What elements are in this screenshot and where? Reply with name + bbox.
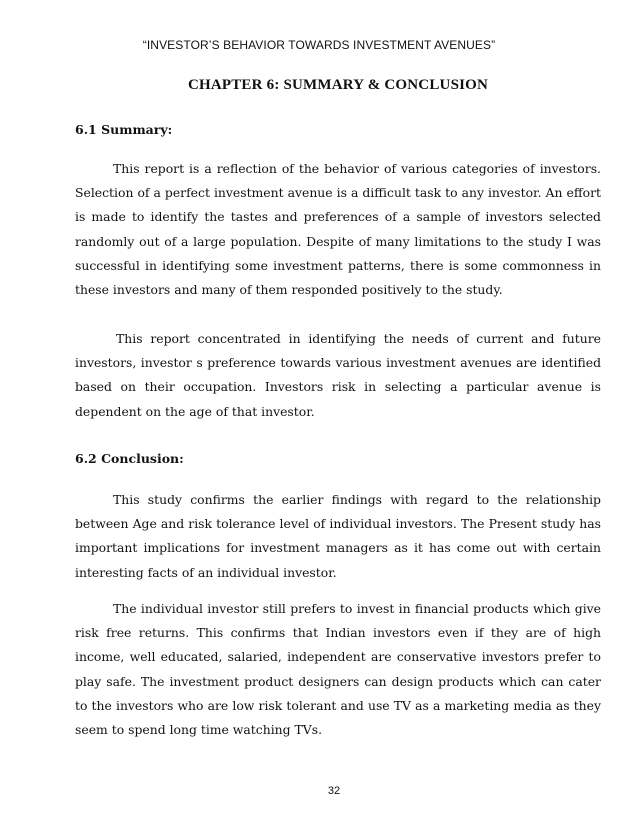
chapter-title: CHAPTER 6: SUMMARY & CONCLUSION [187, 77, 489, 93]
running-header: “INVESTOR’S BEHAVIOR TOWARDS INVESTMENT AVENUES” [142, 38, 496, 52]
summary-paragraph-1: This report is a reflection of the behavior of various categories of investors. Selection of a perfect investment avenue is a difficult task to any investor. An effort is made to identify the tastes and preferences of a sample of investors selected randomly out of a large population. Despite of many limitations to the study I was successful in identifying some investment patterns, there is some commonness in these investors and many of them responded positively to the study. [75, 161, 601, 298]
summary-paragraph-2: This report concentrated in identifying the needs of current and future investors, investor s preference towards various investment avenues are identified based on their occupation. Investors risk in selecting a particular avenue is dependent on the age of that investor. [75, 331, 601, 419]
conclusion-heading: 6.2 Conclusion: [75, 451, 184, 466]
page-number: 32 [327, 785, 341, 797]
conclusion-paragraph-2: The individual investor still prefers to invest in financial products which give risk free returns. This confirms that Indian investors even if they are of high income, well educated, salaried, independent are conservative investors prefer to play safe. The investment product designers can design products which can cater to the investors who are low risk tolerant and use TV as a marketing media as they seem to spend long time watching TVs. [75, 601, 601, 738]
summary-heading: 6.1 Summary: [75, 122, 173, 137]
conclusion-paragraph-1: This study confirms the earlier findings with regard to the relationship between Age and risk tolerance level of individual investors. The Present study has important implications for investment managers as it has come out with certain interesting facts of an individual investor. [75, 492, 601, 580]
